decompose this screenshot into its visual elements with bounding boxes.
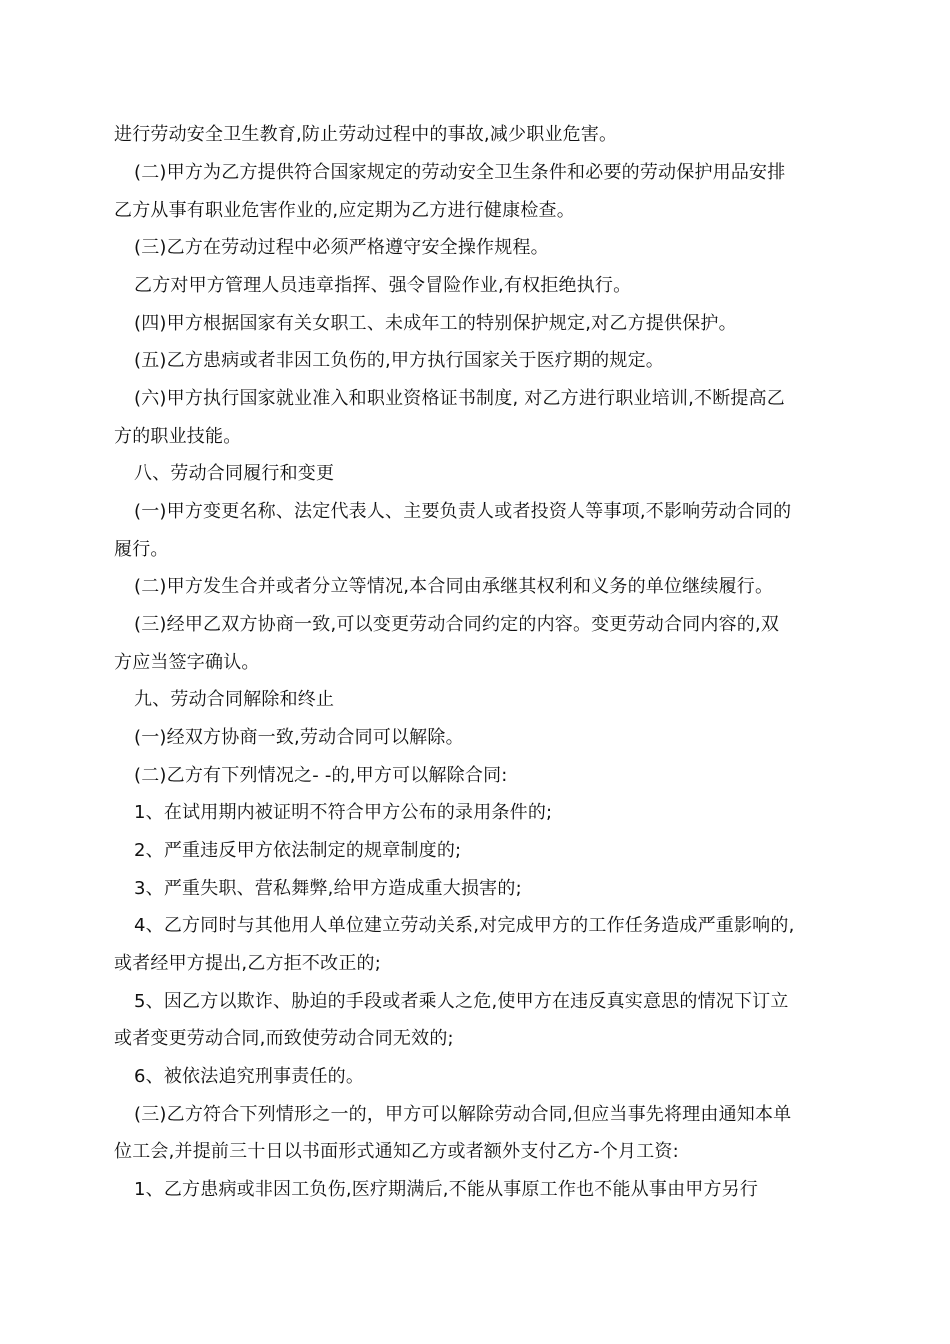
list-item: 6、被依法追究刑事责任的。 [134, 1066, 365, 1087]
list-item: 1、在试用期内被证明不符合甲方公布的录用条件的; [134, 802, 553, 823]
text-line: 方的职业技能。 [114, 426, 242, 447]
text-line: (五)乙方患病或者非因工负伤的,甲方执行国家关于医疗期的规定。 [134, 350, 664, 371]
text-line: (六)甲方执行国家就业准入和职业资格证书制度, 对乙方进行职业培训,不断提高乙 [134, 388, 786, 409]
section-heading: 九、劳动合同解除和终止 [134, 689, 335, 710]
section-heading: 八、劳动合同履行和变更 [134, 463, 335, 484]
text-line: 方应当签字确认。 [114, 652, 260, 673]
text-line: 乙方对甲方管理人员违章指挥、强令冒险作业,有权拒绝执行。 [134, 275, 632, 296]
list-item: 5、因乙方以欺诈、胁迫的手段或者乘人之危,使甲方在违反真实意思的情况下订立 [134, 991, 789, 1012]
text-line: (三)经甲乙双方协商一致,可以变更劳动合同约定的内容。变更劳动合同内容的,双 [134, 614, 780, 635]
list-item: 2、严重违反甲方依法制定的规章制度的; [134, 840, 462, 861]
text-line: 或者经甲方提出,乙方拒不改正的; [114, 953, 381, 974]
text-line: (一)甲方变更名称、法定代表人、主要负责人或者投资人等事项,不影响劳动合同的 [134, 501, 792, 522]
text-line: (二)甲方为乙方提供符合国家规定的劳动安全卫生条件和必要的劳动保护用品安排 [134, 162, 786, 183]
text-line: 履行。 [114, 539, 169, 560]
text-line: (一)经双方协商一致,劳动合同可以解除。 [134, 727, 464, 748]
list-item: 4、乙方同时与其他用人单位建立劳动关系,对完成甲方的工作任务造成严重影响的, [134, 915, 795, 936]
text-line: (二)甲方发生合并或者分立等情况,本合同由承继其权利和义务的单位继续履行。 [134, 576, 774, 597]
text-line: 乙方从事有职业危害作业的,应定期为乙方进行健康检查。 [114, 200, 575, 221]
text-line: 或者变更劳动合同,而致使劳动合同无效的; [114, 1028, 454, 1049]
text-line: (三)乙方在劳动过程中必须严格遵守安全操作规程。 [134, 237, 549, 258]
text-line: 位工会,并提前三十日以书面形式通知乙方或者额外支付乙方-个月工资: [114, 1141, 679, 1162]
text-line: (四)甲方根据国家有关女职工、未成年工的特别保护规定,对乙方提供保护。 [134, 313, 737, 334]
text-line: 进行劳动安全卫生教育,防止劳动过程中的事故,减少职业危害。 [114, 124, 618, 145]
list-item: 3、严重失职、营私舞弊,给甲方造成重大损害的; [134, 878, 522, 899]
list-item: 1、乙方患病或非因工负伤,医疗期满后,不能从事原工作也不能从事由甲方另行 [134, 1179, 759, 1200]
text-line: (二)乙方有下列情况之- -的,甲方可以解除合同: [134, 765, 508, 786]
text-line: (三)乙方符合下列情形之一的，甲方可以解除劳动合同,但应当事先将理由通知本单 [134, 1104, 792, 1125]
